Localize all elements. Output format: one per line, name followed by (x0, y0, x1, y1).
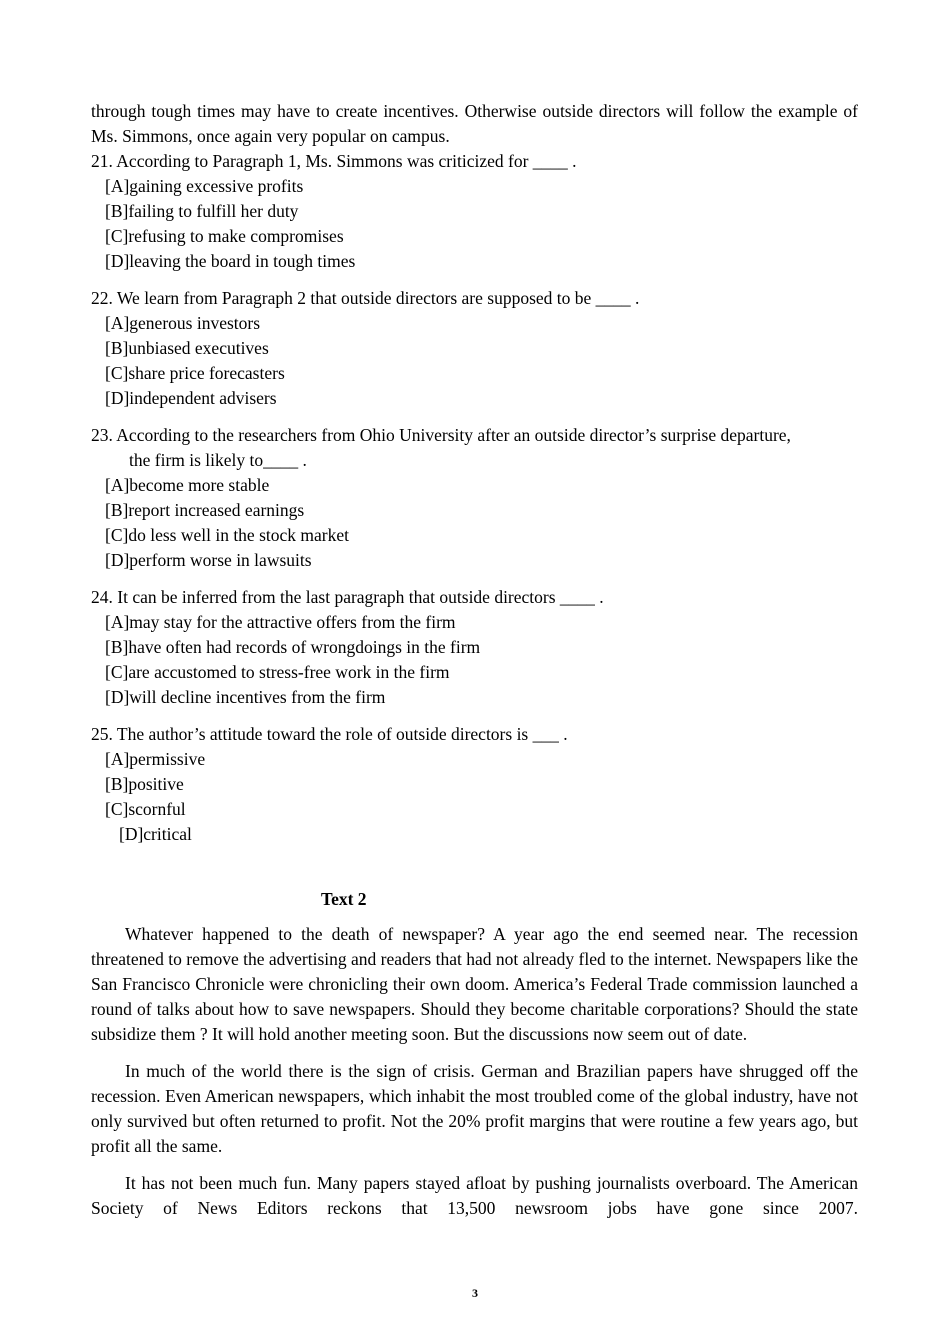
option-d: [D]critical (119, 824, 192, 844)
option-c: [C]are accustomed to stress-free work in the firm (105, 662, 450, 682)
option-c: [C]scornful (105, 799, 186, 819)
intro-paragraph: through tough times may have to create incentives. Otherwise outside directors will follow the example of Ms. Simmons, once again very popular on campus. (91, 101, 858, 146)
page-number: 3 (472, 1286, 478, 1300)
option-b: [B]positive (105, 774, 184, 794)
option-a: [A]generous investors (105, 313, 261, 333)
option-c: [C]do less well in the stock market (105, 525, 349, 545)
text2-paragraph: Whatever happened to the death of newspaper? A year ago the end seemed near. The recession threatened to remove the advertising and readers that had not already fled to the internet. Newspapers like the San Francisco Chronicle were chronicling their own doom. America’s Federal Trade commission launched a round of talks about how to save newspapers. Should they become charitable corporations? Should the state subsidize them ? It will hold another meeting soon. But the discussions now seem out of date. (91, 924, 858, 1044)
option-d: [D]leaving the board in tough times (105, 251, 356, 271)
question-24 (91, 585, 858, 710)
option-b: [B]unbiased executives (105, 338, 269, 358)
document-page (91, 99, 858, 1233)
question-23 (91, 423, 858, 573)
option-a: [A]gaining excessive profits (105, 176, 304, 196)
section-heading: Text 2 (321, 889, 367, 909)
question-stem: 24. It can be inferred from the last paragraph that outside directors ____ . (91, 587, 604, 607)
question-21 (91, 149, 858, 274)
option-d: [D]independent advisers (105, 388, 277, 408)
option-b: [B]report increased earnings (105, 500, 305, 520)
option-c: [C]share price forecasters (105, 363, 285, 383)
option-a: [A]may stay for the attractive offers from the firm (105, 612, 456, 632)
option-d: [D]perform worse in lawsuits (105, 550, 312, 570)
question-22 (91, 286, 858, 411)
text2-paragraph: In much of the world there is the sign of crisis. German and Brazilian papers have shrugged off the recession. Even American newspapers, which inhabit the most troubled come of the global industry, have not only survived but often returned to profit. Not the 20% profit margins that were routine a few years ago, but profit all the same. (91, 1061, 858, 1156)
option-c: [C]refusing to make compromises (105, 226, 344, 246)
option-b: [B]have often had records of wrongdoings in the firm (105, 637, 481, 657)
option-d: [D]will decline incentives from the firm (105, 687, 386, 707)
question-stem: 22. We learn from Paragraph 2 that outside directors are supposed to be ____ . (91, 288, 640, 308)
question-stem: 21. According to Paragraph 1, Ms. Simmons was criticized for ____ . (91, 151, 577, 171)
question-stem: 25. The author’s attitude toward the role of outside directors is ___ . (91, 724, 568, 744)
question-stem: 23. According to the researchers from Ohio University after an outside director’s surprise departure, (91, 425, 791, 445)
option-a: [A]become more stable (105, 475, 270, 495)
option-b: [B]failing to fulfill her duty (105, 201, 299, 221)
question-stem-continuation: the firm is likely to____ . (129, 450, 307, 470)
question-25 (91, 722, 858, 847)
option-a: [A]permissive (105, 749, 206, 769)
text2-paragraph: It has not been much fun. Many papers stayed afloat by pushing journalists overboard. The American Society of News Editors reckons that 13,500 newsroom jobs have gone since 2007. (91, 1173, 858, 1218)
